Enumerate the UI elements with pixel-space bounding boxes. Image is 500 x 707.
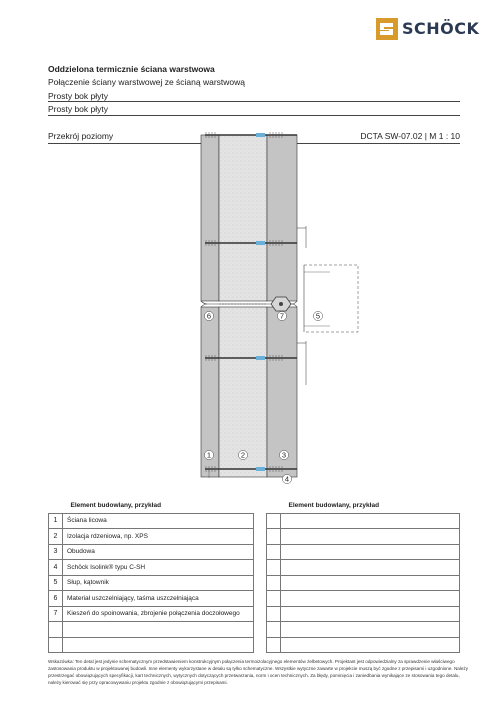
subtitle-edge: Prosty bok płyty	[48, 91, 108, 101]
page-title: Oddzielona termicznie ściana warstwowa	[48, 64, 215, 74]
table-row	[267, 622, 460, 638]
subtitle-section: Przekrój poziomy	[48, 131, 114, 141]
footnote: Wskazówka: Ten detal jest jedynie schematycznym przedstawieniem konstrukcyjnym połączenia termoizolacyjnego elementów żelbetowych. Projektant jest odpowiedzialny za sprawdzenie właściwego zastosowania produktu w projektowanej budowli. Inne elementy wykorzystane w detalu są tylko schematyczne. Wszystkie wytyczne zawarte w projekcie muszą być zgodne z przepisami i uzgodnione. Należy przestrzegać obowiązujących specyfikacji, kart technicznych, wytycznych dotyczących przetwarzania, norm i ocen technicznych. Za błędy, pominięcia i zaniedbania wynikające ze stosowania tego detalu, należy kierować się przy opracowywaniu projektu zgodnie z obowiązującymi przepisami.	[48, 659, 469, 685]
drawing-code: DCTA SW-07.02 | M 1 : 10	[360, 131, 460, 141]
brand-name: SCHÖCK	[402, 19, 480, 38]
legend-left-header: Element budowlany, przykład	[49, 498, 254, 513]
table-row	[49, 622, 254, 638]
callout-6-text: 6	[206, 311, 212, 321]
callout-4-text: 4	[284, 474, 290, 484]
table-row: 6 Materiał uszczelniający, taśma uszczelniająca	[49, 591, 254, 607]
table-row	[267, 575, 460, 591]
callout-2-text: 2	[240, 450, 246, 460]
table-row: 4 Schöck Isolink® typu C-SH	[49, 560, 254, 576]
subtitle-edge-2: Prosty bok płyty	[48, 104, 108, 114]
callout-1-text: 1	[206, 450, 212, 460]
callout-5-text: 5	[315, 311, 321, 321]
table-row	[267, 637, 460, 653]
table-row: 7 Kieszeń do spoinowania, zbrojenie połączenia doczołowego	[49, 606, 254, 622]
table-row	[267, 560, 460, 576]
table-row	[267, 513, 460, 529]
column-outline	[304, 265, 358, 332]
legend-right-header: Element budowlany, przykład	[267, 498, 460, 513]
callout-3-text: 3	[281, 450, 287, 460]
subtitle-connection: Połączenie ściany warstwowej ze ścianą warstwową	[48, 77, 245, 87]
butt-joint-reinforcement	[279, 302, 283, 306]
table-row: 1 Ściana licowa	[49, 513, 254, 529]
table-row	[49, 637, 254, 653]
facing-wall-upper	[201, 135, 219, 301]
callout-7-text: 7	[279, 311, 285, 321]
table-row	[267, 544, 460, 560]
legend-table-right	[266, 498, 460, 653]
table-row	[267, 606, 460, 622]
insulation-upper	[219, 135, 267, 301]
table-row: 5 Słup, kątownik	[49, 575, 254, 591]
table-row: 3 Obudowa	[49, 544, 254, 560]
structural-wall-upper	[267, 135, 297, 301]
legend-table-left	[48, 498, 254, 653]
table-row	[267, 591, 460, 607]
table-row	[267, 529, 460, 545]
table-row: 2 Izolacja rdzeniowa, np. XPS	[49, 529, 254, 545]
